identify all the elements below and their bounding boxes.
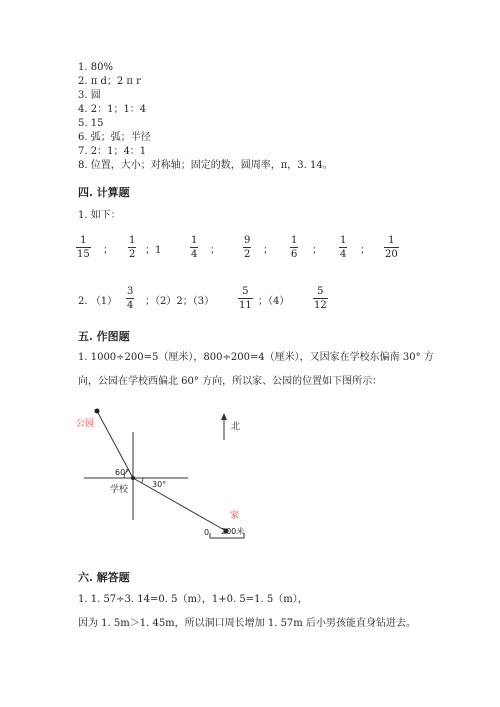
section5-heading: 五. 作图题 <box>78 330 130 343</box>
row2-separator: ；（2）2；（3） <box>145 296 215 307</box>
separator: ； <box>103 245 113 256</box>
angle-60-label: 60° <box>115 468 130 477</box>
section6-heading: 六. 解答题 <box>78 571 130 584</box>
school-label: 学校 <box>110 485 129 495</box>
answer-line-8: 8. 位置，大小；对称轴；固定的数，圆周率，π，3. 14。 <box>78 160 333 171</box>
park-point <box>95 409 100 414</box>
home-direction-line <box>133 478 226 531</box>
park-label: 公园 <box>76 419 95 429</box>
answer-line-1: 1. 80% <box>78 62 113 73</box>
answer-line-7: 7. 2：1；4：1 <box>78 146 147 157</box>
row2-separator: ；（4） <box>258 296 290 307</box>
home-label: 家 <box>230 511 240 521</box>
denominator: 20 <box>385 249 398 260</box>
angle-30-arc <box>142 478 143 483</box>
numerator: 3 <box>127 286 134 297</box>
school-point <box>131 476 135 480</box>
denominator: 4 <box>127 300 134 311</box>
numerator: 1 <box>291 235 298 246</box>
section5-line-1: 1. 1000÷200=5（厘米），800÷200=4（厘米），又因家在学校东偏南 30° 方 <box>78 352 434 363</box>
section6-line-2: 因为 1. 5m＞1. 45m，所以洞口周长增加 1. 57m 后小男孩能直身钻进去。 <box>78 618 416 629</box>
section6-line-1: 1. 1. 57÷3. 14=0. 5（m），1+0. 5=1. 5（m）， <box>78 594 308 605</box>
separator: ； <box>360 245 370 256</box>
denominator: 15 <box>77 249 90 260</box>
row2-label: 2. （1） <box>78 296 118 307</box>
denominator: 4 <box>191 249 198 260</box>
denominator: 2 <box>244 249 251 260</box>
answer-line-5: 5. 15 <box>78 118 104 129</box>
numerator: 1 <box>388 235 395 246</box>
section5-line-2: 向，公园在学校西偏北 60° 方向，所以家、公园的位置如下图所示： <box>78 376 383 387</box>
denominator: 11 <box>239 300 252 311</box>
numerator: 1 <box>129 235 136 246</box>
scale-zero-label: 0 <box>204 528 210 537</box>
scale-distance-label: 200米 <box>221 527 245 536</box>
denominator: 2 <box>129 249 136 260</box>
numerator: 1 <box>191 235 198 246</box>
separator: ； <box>210 245 220 256</box>
separator: ； <box>312 245 322 256</box>
answer-line-3: 3. 圆 <box>78 90 101 101</box>
denominator: 6 <box>291 249 298 260</box>
numerator: 5 <box>317 286 324 297</box>
numerator: 5 <box>242 286 249 297</box>
answer-line-2: 2. π d；2 π r <box>78 76 141 87</box>
numerator: 1 <box>80 235 87 246</box>
answer-line-4: 4. 2：1；1：4 <box>78 104 147 115</box>
north-label: 北 <box>231 422 241 432</box>
numerator: 1 <box>340 235 347 246</box>
denominator: 4 <box>340 249 347 260</box>
denominator: 12 <box>314 300 327 311</box>
section4-intro: 1. 如下： <box>78 210 121 221</box>
separator: ； <box>263 245 273 256</box>
section4-heading: 四. 计算题 <box>78 186 130 199</box>
north-arrow-head <box>221 413 227 420</box>
numerator: 9 <box>244 235 251 246</box>
separator: ；1 <box>145 245 162 256</box>
answer-line-6: 6. 弧；弧；半径 <box>78 132 151 143</box>
angle-30-label: 30° <box>152 480 167 489</box>
